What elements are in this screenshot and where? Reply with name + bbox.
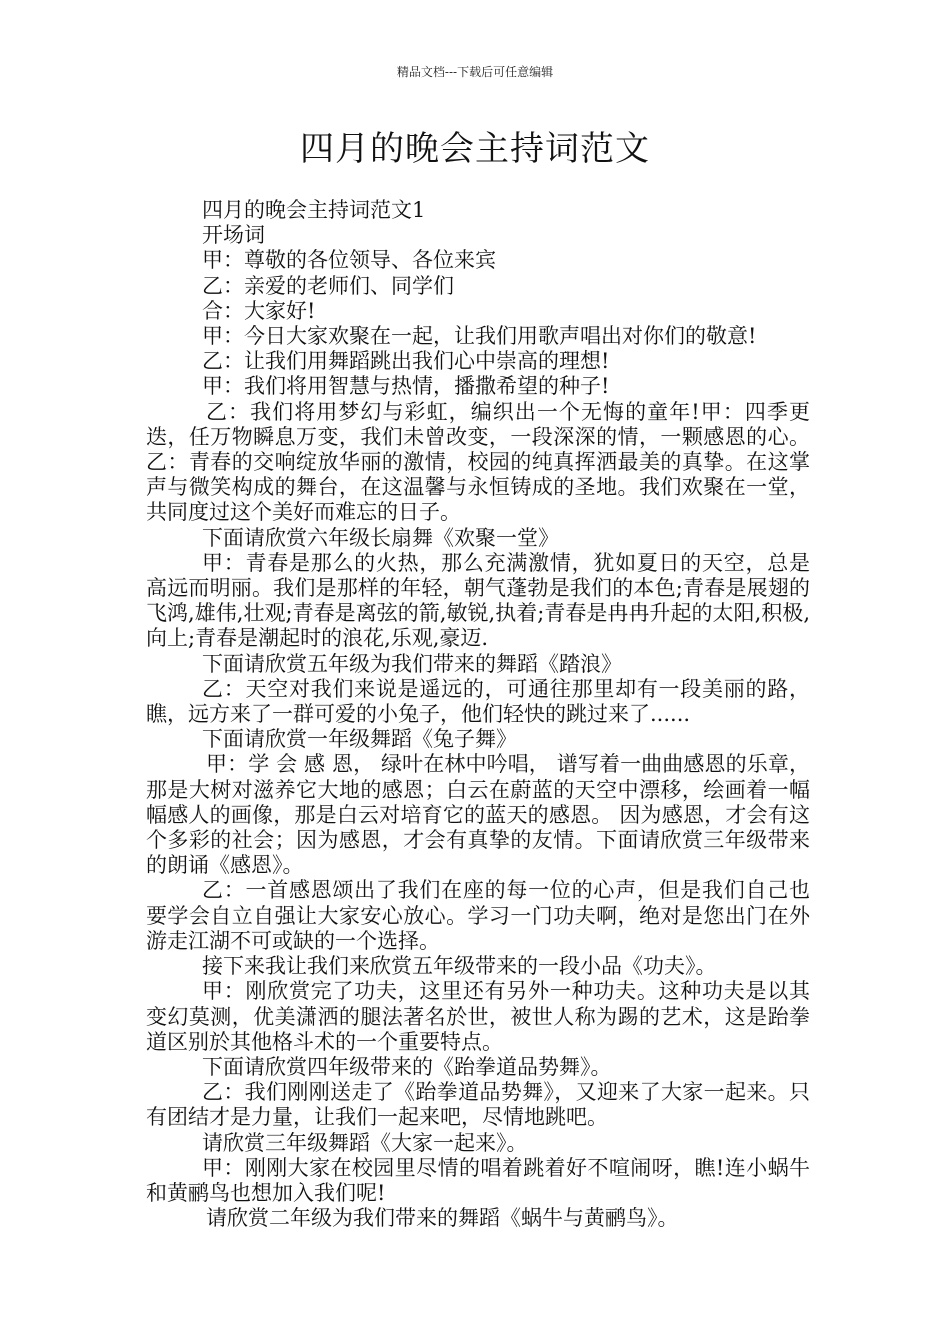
paragraph: 下面请欣赏六年级长扇舞《欢聚一堂》 xyxy=(202,525,559,550)
paragraph: 乙：我们将用梦幻与彩虹，编织出一个无悔的童年!甲：四季更迭，任万物瞬息万变，我们未曾改变，一段深深的情，一颗感恩的心。乙：青春的交响绽放华丽的激情，校园的纯真挥洒最美的真挚。在这掌声与微笑构成的舞台，在这温馨与永恒铸成的圣地。我们欢聚在一堂，共同度过这个美好而难忘的日子。 xyxy=(146,399,810,525)
document-body xyxy=(146,198,810,1231)
paragraph: 乙：我们刚刚送走了《跆拳道品势舞》，又迎来了大家一起来。只有团结才是力量，让我们一起来吧，尽情地跳吧。 xyxy=(146,1080,810,1130)
paragraph: 甲：我们将用智慧与热情，播撒希望的种子! xyxy=(202,374,610,399)
paragraph: 下面请欣赏五年级为我们带来的舞蹈《踏浪》 xyxy=(202,651,622,676)
paragraph: 甲：青春是那么的火热，那么充满激情，犹如夏日的天空，总是高远而明丽。我们是那样的年轻，朝气蓬勃是我们的本色;青春是展翅的飞鸿,雄伟,壮观;青春是离弦的箭,敏锐,执着;青春是冉冉升起的太阳,积极,向上;青春是潮起时的浪花,乐观,豪迈. xyxy=(146,550,810,651)
paragraph: 下面请欣赏四年级带来的《跆拳道品势舞》。 xyxy=(202,1054,612,1079)
paragraph: 合：大家好! xyxy=(202,298,316,323)
subsection-heading: 开场词 xyxy=(202,223,265,248)
paragraph: 请欣赏二年级为我们带来的舞蹈《蜗牛与黄鹂鸟》。 xyxy=(206,1206,679,1231)
paragraph: 甲：今日大家欢聚在一起，让我们用歌声唱出对你们的敬意! xyxy=(202,324,757,349)
paragraph: 甲：学 会 感 恩， 绿叶在林中吟唱， 谱写着一曲曲感恩的乐章， 那是大树对滋养它大地的感恩；白云在蔚蓝的天空中漂移，绘画着一幅幅感人的画像，那是白云对培育它的蓝天的感恩。 因为感恩，才会有这个多彩的社会；因为感恩，才会有真挚的友情。下面请欣赏三年级带来的朗诵《感恩》。 xyxy=(146,752,810,878)
paragraph: 请欣赏三年级舞蹈《大家一起来》。 xyxy=(202,1130,528,1155)
paragraph: 接下来我让我们来欣赏五年级带来的一段小品《功夫》。 xyxy=(202,954,717,979)
section-heading: 四月的晚会主持词范文1 xyxy=(202,198,426,222)
paragraph: 甲：刚欣赏完了功夫，这里还有另外一种功夫。这种功夫是以其变幻莫测，优美潇洒的腿法著名於世，被世人称为踢的艺术，这是跆拳道区别於其他格斗术的一个重要特点。 xyxy=(146,979,810,1054)
paragraph: 下面请欣赏一年级舞蹈《兔子舞》 xyxy=(202,727,517,752)
paragraph: 甲：刚刚大家在校园里尽情的唱着跳着好不喧闹呀，瞧!连小蜗牛和黄鹂鸟也想加入我们呢! xyxy=(146,1155,810,1205)
paragraph: 乙：天空对我们来说是遥远的，可通往那里却有一段美丽的路，瞧，远方来了一群可爱的小兔子，他们轻快的跳过来了...... xyxy=(146,676,810,727)
paragraph: 乙：一首感恩颂出了我们在座的每一位的心声，但是我们自己也要学会自立自强让大家安心放心。学习一门功夫啊，绝对是您出门在外游走江湖不可或缺的一个选择。 xyxy=(146,878,810,953)
page-header-note: 精品文档---下载后可任意编辑 xyxy=(396,65,554,79)
paragraph: 乙：亲爱的老师们、同学们 xyxy=(202,273,454,298)
paragraph: 甲：尊敬的各位领导、各位来宾 xyxy=(202,248,496,273)
paragraph: 乙：让我们用舞蹈跳出我们心中崇高的理想! xyxy=(202,349,610,374)
document-title: 四月的晚会主持词范文 xyxy=(300,129,650,169)
